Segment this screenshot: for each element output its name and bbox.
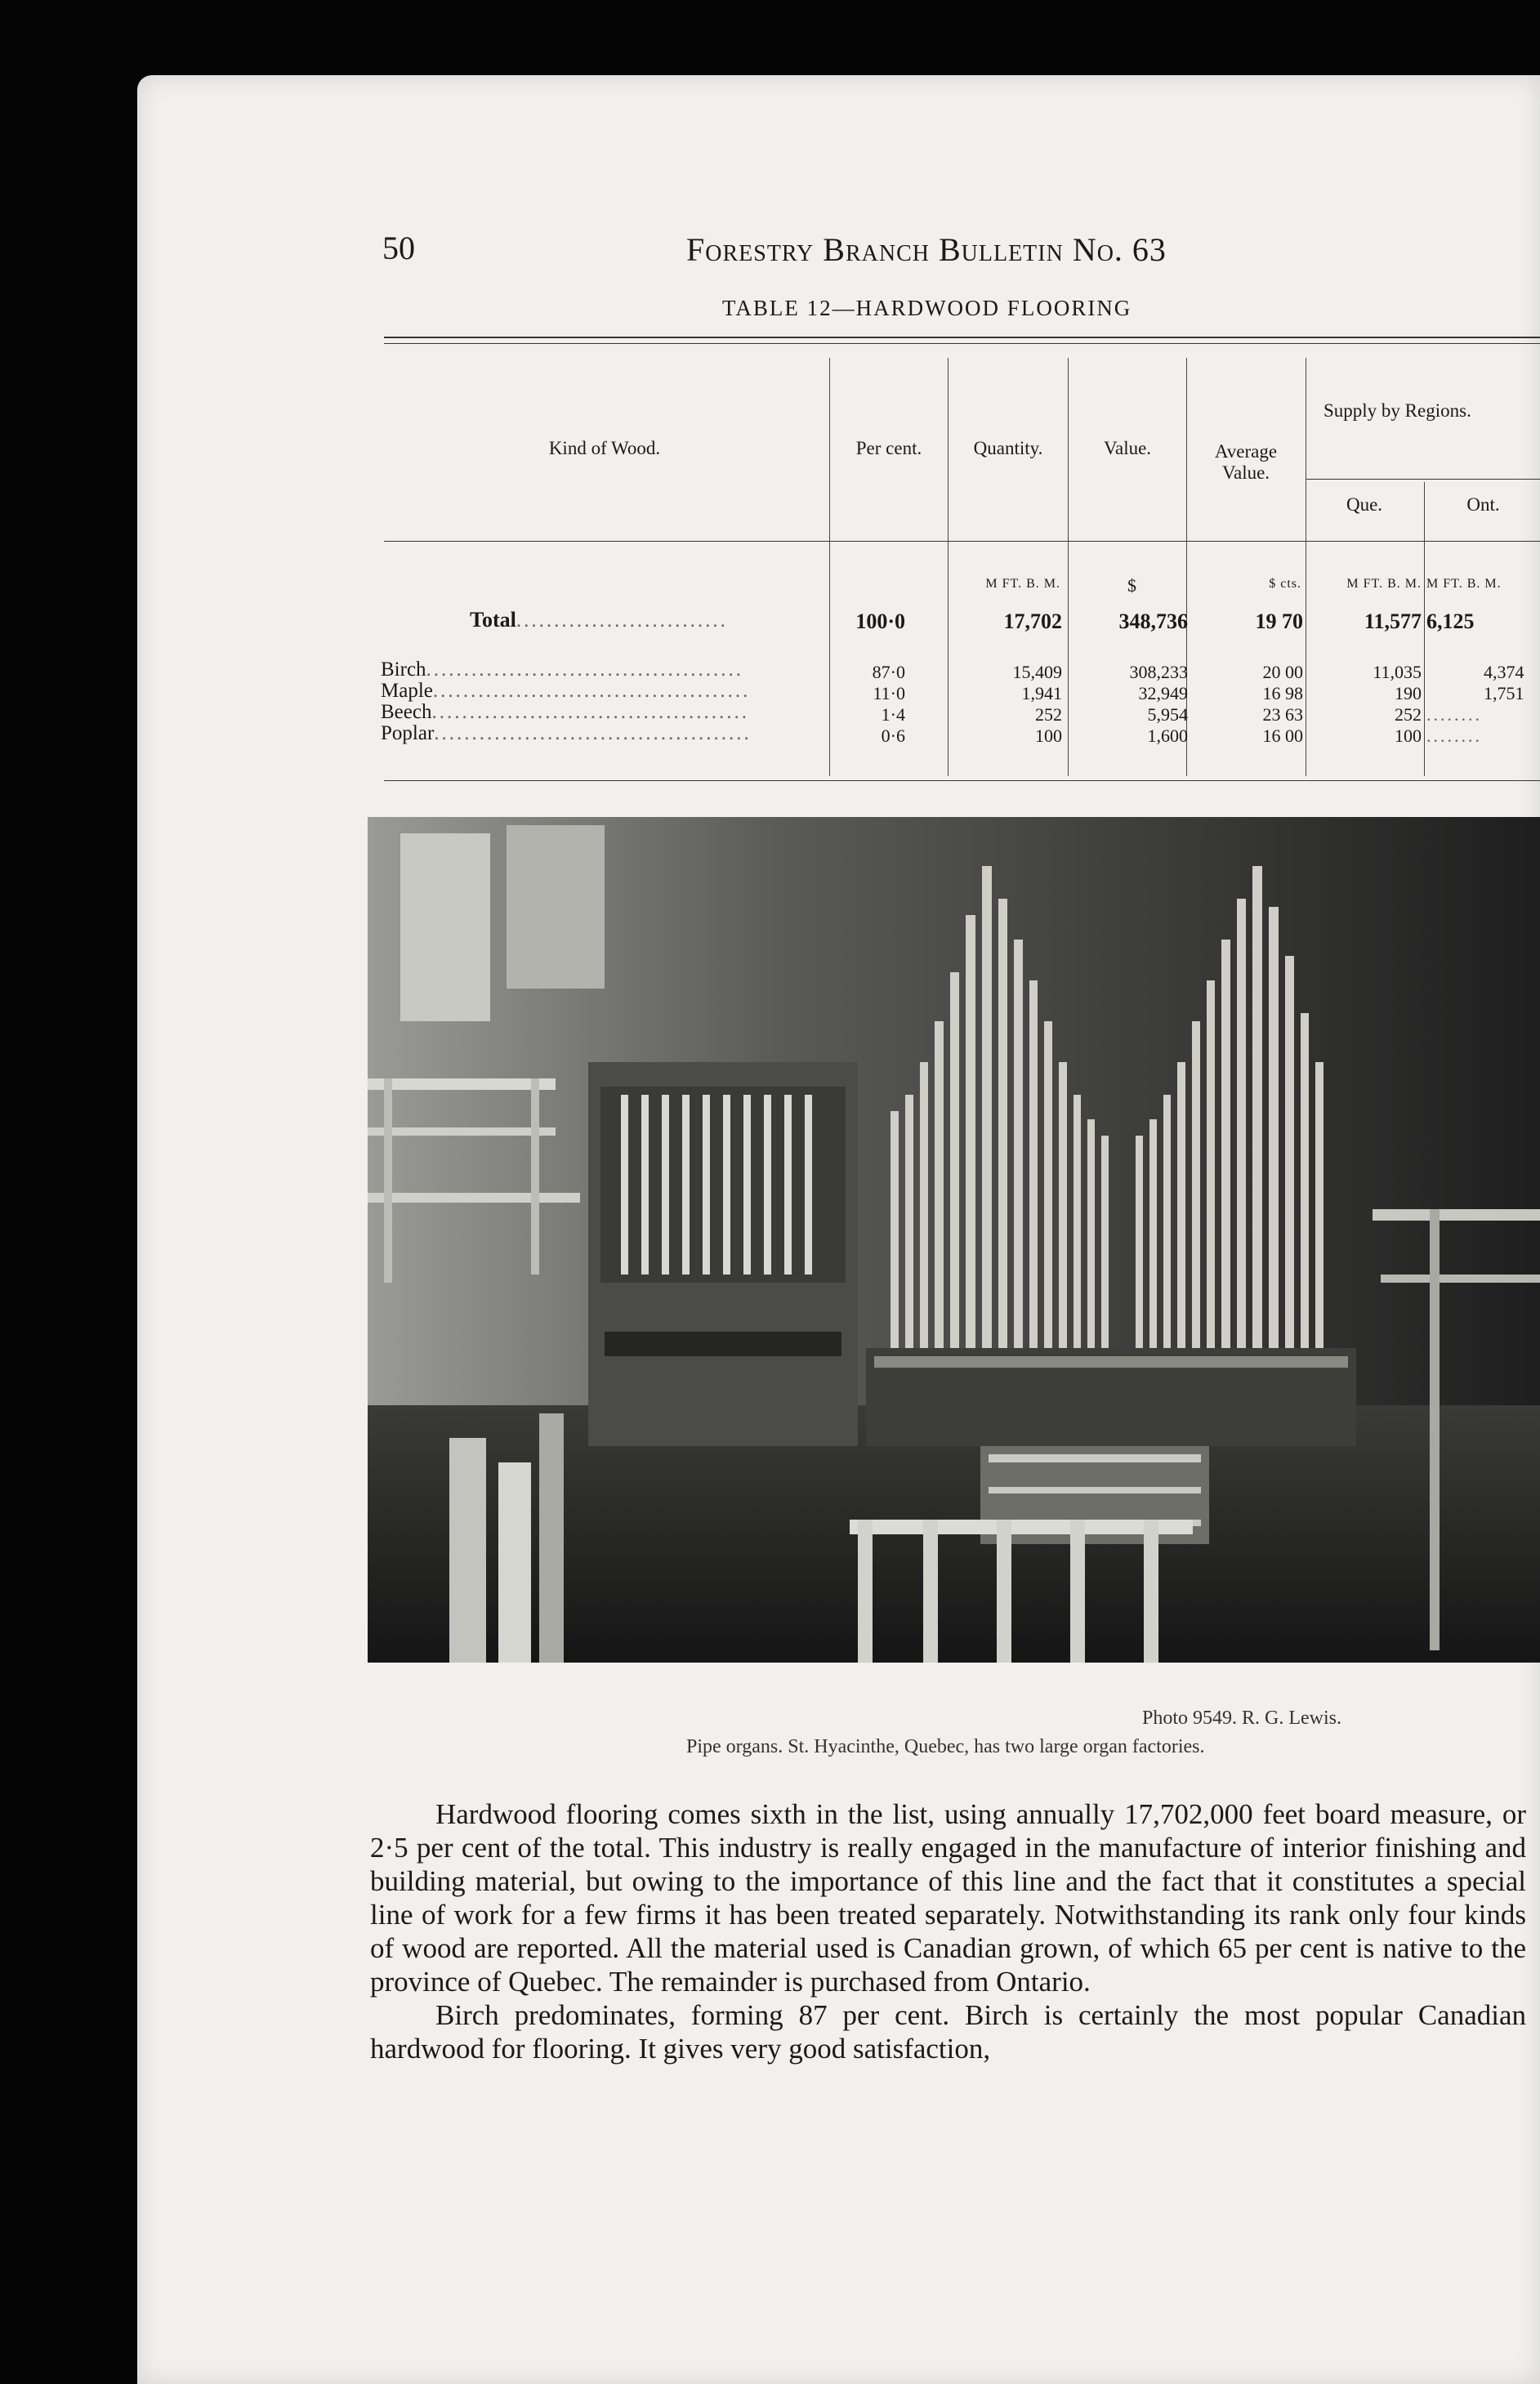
cell-maple-percent: 11·0: [873, 683, 905, 703]
cell-beech-value: 5,954: [1147, 704, 1188, 725]
row-label-birch: [381, 659, 826, 681]
col-rule-1: [829, 358, 830, 776]
page-number: 50: [382, 230, 415, 266]
cell-maple-ont: 1,751: [1484, 683, 1524, 703]
row-leader: ..........................................: [434, 722, 752, 744]
total-quantity: 17,702: [1003, 609, 1062, 633]
total-leader: ............................: [516, 609, 728, 632]
unit-average: $ cts.: [1269, 577, 1301, 591]
cell-beech-que: 252: [1395, 704, 1422, 725]
row-label-beech: [381, 701, 826, 724]
cell-poplar-ont: ........: [1426, 725, 1482, 746]
cell-poplar-que: 100: [1395, 725, 1422, 746]
cell-birch-que: 11,035: [1373, 662, 1422, 682]
unit-quantity: M FT. B. M.: [985, 577, 1060, 591]
cell-maple-value: 32,949: [1138, 683, 1188, 703]
cell-birch-average: 20 00: [1262, 662, 1303, 682]
row-label-beech-text: Beech: [381, 701, 432, 723]
supply-subheader-rule: [1306, 479, 1540, 480]
cell-birch-percent: 87·0: [872, 662, 905, 682]
cell-maple-average: 16 98: [1262, 683, 1303, 703]
cell-beech-percent: 1·4: [881, 704, 905, 725]
cell-maple-que: 190: [1395, 683, 1422, 703]
unit-que: M FT. B. M.: [1346, 577, 1422, 591]
header-kind: Kind of Wood.: [548, 438, 661, 458]
cell-birch-ont: 4,374: [1484, 662, 1524, 682]
body-text: [370, 1797, 1526, 2065]
total-average: 19 70: [1255, 609, 1303, 633]
header-ont: Ont.: [1466, 494, 1500, 515]
row-label-poplar: [381, 722, 826, 745]
cell-birch-value: 308,233: [1129, 662, 1188, 682]
header-supply: Supply by Regions.: [1324, 400, 1471, 421]
total-label: [470, 608, 821, 632]
header-value: Value.: [1103, 438, 1152, 458]
cell-birch-quantity: 15,409: [1012, 662, 1062, 682]
header-average: Average Value.: [1214, 441, 1278, 483]
total-ont: 6,125: [1426, 609, 1475, 633]
row-label-birch-text: Birch: [381, 659, 426, 681]
header-percent: Per cent.: [855, 438, 922, 458]
col-rule-6: [1424, 482, 1425, 776]
header-que: Que.: [1346, 494, 1383, 515]
col-rule-3: [1068, 358, 1069, 776]
table-top-rule: [384, 337, 1540, 338]
cell-poplar-percent: 0·6: [881, 725, 905, 746]
cell-poplar-average: 16 00: [1262, 725, 1303, 746]
cell-beech-average: 23 63: [1262, 704, 1303, 725]
row-label-poplar-text: Poplar: [381, 722, 435, 744]
total-label-text: Total: [470, 608, 516, 632]
header-quantity: Quantity.: [973, 438, 1043, 458]
table-top-rule-inner: [384, 343, 1540, 344]
cell-poplar-value: 1,600: [1147, 725, 1188, 746]
paragraph-1: Hardwood flooring comes sixth in the list, using annually 17,702,000 feet board measure, or 2·5 per cent of the total. This industry is really engaged in the manufacture of interior finishing and building material, but owing to the importance of this line and the fact that it constitutes a special line of work for a few firms it has been treated separately. Notwithstanding its rank only four kinds of wood are reported. All the material used is Canadian grown, of which 65 per cent is native to the province of Quebec. The remainder is purchased from Ontario.: [370, 1798, 1526, 1998]
total-value: 348,736: [1118, 609, 1188, 633]
running-head: Forestry Branch Bulletin No. 63: [686, 231, 1167, 268]
col-rule-2: [948, 358, 949, 776]
pipe-organ-photo: [368, 817, 1540, 1663]
total-que: 11,577: [1364, 609, 1422, 633]
row-leader: ..........................................: [432, 680, 751, 702]
unit-value: $: [1127, 575, 1137, 596]
pipe-organ-illustration: [368, 817, 1540, 1663]
unit-ont: M FT. B. M.: [1426, 577, 1502, 591]
row-label-maple: [381, 680, 826, 703]
table-bottom-rule: [384, 780, 1540, 781]
paragraph-2: Birch predominates, forming 87 per cent. Birch is certainly the most popular Canadian hardwood for flooring. It gives very good satisfaction,: [370, 1999, 1526, 2065]
cell-maple-quantity: 1,941: [1021, 683, 1062, 703]
row-leader: ..........................................: [431, 701, 749, 723]
row-label-maple-text: Maple: [381, 680, 433, 702]
cell-beech-ont: ........: [1426, 704, 1482, 725]
table-header-rule: [384, 541, 1540, 542]
table-title: TABLE 12—HARDWOOD FLOORING: [722, 296, 1132, 320]
row-leader: ..........................................: [426, 659, 744, 681]
photo-caption: Pipe organs. St. Hyacinthe, Quebec, has two large organ factories.: [686, 1736, 1205, 1757]
total-percent: 100·0: [855, 609, 905, 633]
cell-poplar-quantity: 100: [1035, 725, 1062, 746]
photo-credit: Photo 9549. R. G. Lewis.: [1142, 1708, 1342, 1729]
cell-beech-quantity: 252: [1035, 704, 1062, 725]
